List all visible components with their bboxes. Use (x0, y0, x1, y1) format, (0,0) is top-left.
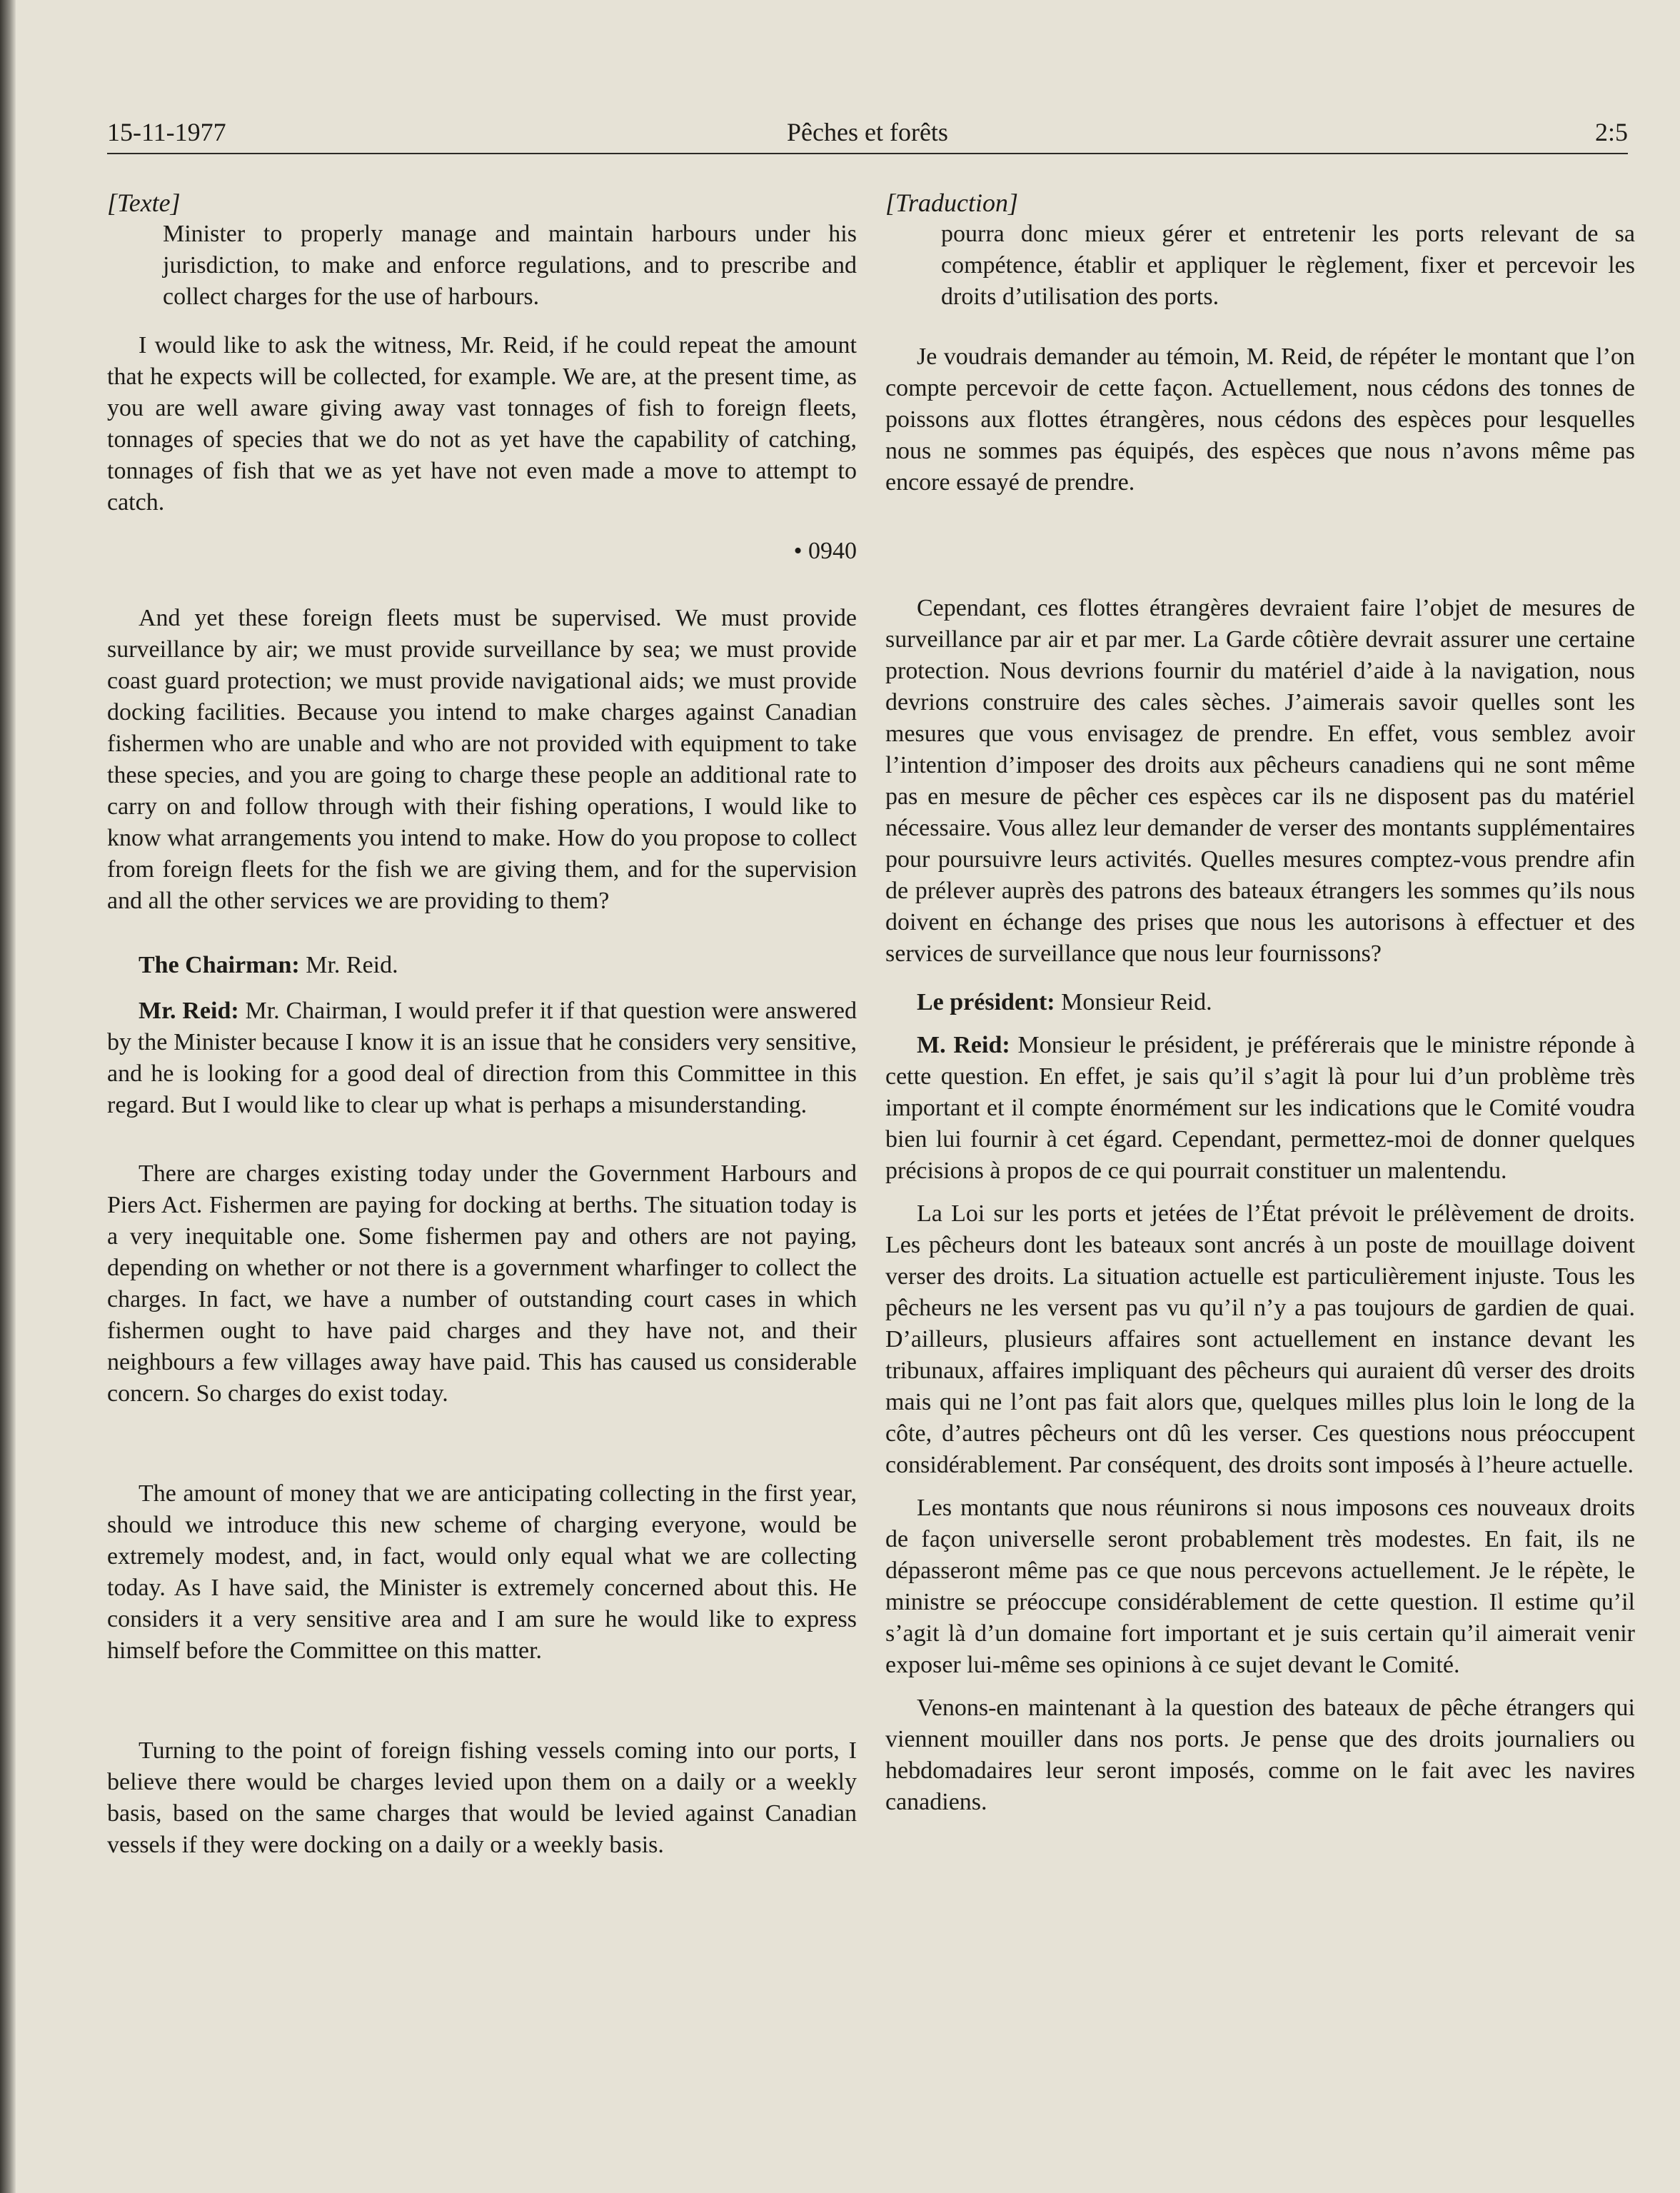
speaker-name: Le président: (917, 989, 1055, 1015)
speech-text: Mr. Reid. (299, 952, 398, 978)
speech-text: Mr. Chairman, I would prefer it if that question were answered by the Minister because I know it is an issue that he considers very sensitive, and he is looking for a good deal of direction from this Committee in this regard. But I would like to clear up what is perhaps a misunderstanding. (107, 998, 857, 1118)
speaker-name: M. Reid: (917, 1032, 1010, 1058)
paragraph-6: La Loi sur les ports et jetées de l’État prévoit le prélèvement de droits. Les pêcheurs dont les bateaux sont ancrés à un poste de mouillage doivent verser des droits. La situation actuelle est particulièrement injuste. Tous les pêcheurs ne les versent pas vu qu’il n’y a pas toujours de gardien de quai. D’ailleurs, plusieurs affaires sont actuellement en instance devant les tribunaux, affaires impliquant des pêcheurs qui auraient dû verser des droits mais qui ne l’ont pas fait alors que, quelques milles plus loin le long de la côte, d’autres pêcheurs ont dû les verser. Ces questions nous préoccupent considérablement. Par conséquent, des droits sont imposés à l’heure actuelle. (885, 1200, 1635, 1478)
speaker-name: Mr. Reid: (139, 998, 239, 1024)
paragraph-5 (107, 995, 857, 1121)
paragraph-4 (885, 987, 1635, 1018)
paragraph-4 (107, 950, 857, 981)
translation-tag: [Traduction] (885, 189, 1019, 217)
french-column (885, 187, 1635, 1818)
paragraph-8: Venons-en maintenant à la question des bateaux de pêche étrangers qui viennent mouiller dans nos ports. Je pense que des droits journaliers ou hebdomadaires leur seront imposés, comme on le fait avec les navires canadiens. (885, 1695, 1635, 1815)
text-tag: [Texte] (107, 189, 181, 217)
page-binding-edge (0, 0, 16, 2193)
page-header (107, 109, 1628, 154)
paragraph-5 (885, 1030, 1635, 1187)
paragraph-3: And yet these foreign fleets must be supervised. We must provide surveillance by air; we must provide surveillance by sea; we must provide coast guard protection; we must provide navigational aids; we must provide docking facilities. Because you intend to make charges against Canadian fishermen who are unable and who are not provided with equipment to take these species, and you are going to charge these people an additional rate to carry on and follow through with their fishing operations, I would like to know what arrangements you intend to make. How do you propose to collect from foreign fleets for the fish we are giving them, and for the supervision and all the other services we are providing to them? (107, 605, 857, 914)
paragraph-7: Les montants que nous réunirons si nous imposons ces nouveaux droits de façon universelle seront probablement très modestes. En fait, ils ne dépasseront même pas ce que nous percevons actuellement. Je le répète, le ministre se préoccupe considérablement de cette question. Il estime qu’il s’agit là d’un domaine fort important et je suis certain qu’il aimerait venir exposer lui-même ses opinions à ce sujet devant le Comité. (885, 1495, 1635, 1678)
paragraph-7: The amount of money that we are anticipating collecting in the first year, should we introduce this new scheme of charging everyone, would be extremely modest, and, in fact, would only equal what we are collecting today. As I have said, the Minister is extremely concerned about this. He considers it a very sensitive area and I am sure he would like to express himself before the Committee on this matter. (107, 1480, 857, 1664)
paragraph-1: pourra donc mieux gérer et entretenir les ports relevant de sa compétence, établir et appliquer le règlement, fixer et percevoir les droits d’utilisation des ports. (941, 221, 1635, 310)
paragraph-3: Cependant, ces flottes étrangères devraient faire l’objet de mesures de surveillance par air et par mer. La Garde côtière devrait assurer une certaine protection. Nous devrions fournir du matériel d’aide à la navigation, nous devrions construire des cales sèches. J’aimerais savoir quelles sont les mesures que vous envisagez de prendre. En effet, vous semblez avoir l’intention d’imposer des droits aux pêcheurs canadiens qui ne sont même pas en mesure de pêcher ces espèces car ils ne disposent pas du matériel nécessaire. Vous allez leur demander de verser des montants supplémentaires pour poursuivre leurs activités. Quelles mesures comptez-vous prendre afin de prélever auprès des patrons des bateaux étrangers les sommes qu’ils nous doivent en échange des prises que nous les autorisons à effectuer et des services de surveillance que nous leur fournissons? (885, 595, 1635, 967)
time-stamp: • 0940 (793, 538, 857, 564)
paragraph-2: Je voudrais demander au témoin, M. Reid, de répéter le montant que l’on compte percevoir de cette façon. Actuellement, nous cédons des tonnes de poissons aux flottes étrangères, nous cédons des espèces pour lesquelles nous ne sommes pas équipés, des espèces que nous n’avons même pas encore essayé de prendre. (885, 343, 1635, 496)
speaker-name: The Chairman: (139, 952, 300, 978)
speech-text: Monsieur le président, je préférerais que le ministre réponde à cette question. En effet, je sais qu’il s’agit là pour lui d’un problème très important et il compte énormément sur les indications que le Comité voudra bien lui fournir à cet égard. Cependant, permettez-moi de donner quelques précisions à propos de ce qui pourrait constituer un malentendu. (885, 1032, 1635, 1184)
paragraph-1: Minister to properly manage and maintain harbours under his jurisdiction, to make and enforce regulations, and to prescribe and collect charges for the use of harbours. (163, 221, 857, 310)
paragraph-6: There are charges existing today under the Government Harbours and Piers Act. Fishermen are paying for docking at berths. The situation today is a very inequitable one. Some fishermen pay and others are not paying, depending on whether or not there is a government wharfinger to collect the charges. In fact, we have a number of outstanding court cases in which fishermen ought to have paid charges and they have not, and their neighbours a few villages away have paid. This has caused us considerable concern. So charges do exist today. (107, 1160, 857, 1407)
speech-text: Monsieur Reid. (1055, 989, 1212, 1015)
english-column (107, 187, 857, 1861)
header-page-number: 2:5 (1594, 118, 1628, 146)
header-title: Pêches et forêts (787, 118, 948, 146)
paragraph-2: I would like to ask the witness, Mr. Reid, if he could repeat the amount that he expects will be collected, for example. We are, at the present time, as you are well aware giving away vast tonnages of fish to foreign fleets, tonnages of species that we do not as yet have the capability of catching, tonnages of fish that we as yet have not even made a move to attempt to catch. (107, 332, 857, 516)
paragraph-8: Turning to the point of foreign fishing vessels coming into our ports, I believe there would be charges levied upon them on a daily or a weekly basis, based on the same charges that would be levied against Canadian vessels if they were docking on a daily or a weekly basis. (107, 1737, 857, 1858)
header-date: 15-11-1977 (107, 118, 226, 146)
